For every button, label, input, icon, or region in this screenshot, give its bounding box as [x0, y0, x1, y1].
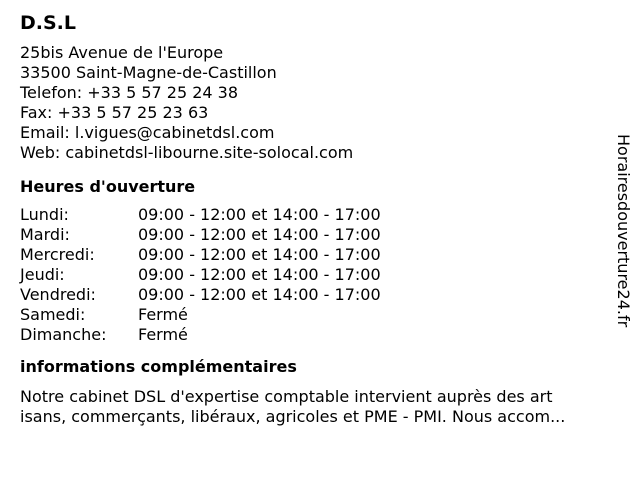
hours-row-thursday — [20, 265, 618, 285]
hours-row-sunday — [20, 325, 618, 345]
time-range: 09:00 - 12:00 et 14:00 - 17:00 — [138, 245, 381, 264]
info-description-line-2: isans, commerçants, libéraux, agricoles et PME - PMI. Nous accom... — [20, 407, 566, 426]
hours-row-friday — [20, 285, 618, 305]
day-label: Lundi: — [20, 205, 69, 224]
hours-row-tuesday — [20, 225, 618, 245]
hours-heading: Heures d'ouverture — [20, 177, 196, 196]
address-line-1: 25bis Avenue de l'Europe — [20, 43, 224, 62]
hours-row-monday — [20, 205, 618, 225]
phone-number: Telefon: +33 5 57 25 24 38 — [20, 83, 239, 102]
website: Web: cabinetdsl-libourne.site-solocal.com — [20, 143, 354, 162]
time-range: 09:00 - 12:00 et 14:00 - 17:00 — [138, 205, 381, 224]
hours-row-wednesday — [20, 245, 618, 265]
info-heading: informations complémentaires — [20, 357, 297, 376]
day-label: Mercredi: — [20, 245, 95, 264]
business-name: D.S.L — [20, 12, 76, 34]
day-label: Dimanche: — [20, 325, 107, 344]
time-range: 09:00 - 12:00 et 14:00 - 17:00 — [138, 225, 381, 244]
day-label: Vendredi: — [20, 285, 96, 304]
site-watermark: Horairesdouverture24.fr — [614, 134, 633, 328]
business-card — [20, 10, 618, 427]
email-address: Email: l.vigues@cabinetdsl.com — [20, 123, 275, 142]
fax-number: Fax: +33 5 57 25 23 63 — [20, 103, 209, 122]
hours-table — [20, 205, 618, 345]
info-description-line-1: Notre cabinet DSL d'expertise comptable intervient auprès des art — [20, 387, 553, 406]
day-label: Jeudi: — [20, 265, 65, 284]
time-range: 09:00 - 12:00 et 14:00 - 17:00 — [138, 265, 381, 284]
time-range: Fermé — [138, 305, 188, 324]
time-range: Fermé — [138, 325, 188, 344]
address-line-2: 33500 Saint-Magne-de-Castillon — [20, 63, 277, 82]
time-range: 09:00 - 12:00 et 14:00 - 17:00 — [138, 285, 381, 304]
day-label: Mardi: — [20, 225, 70, 244]
day-label: Samedi: — [20, 305, 86, 324]
hours-row-saturday — [20, 305, 618, 325]
info-description — [20, 387, 620, 427]
